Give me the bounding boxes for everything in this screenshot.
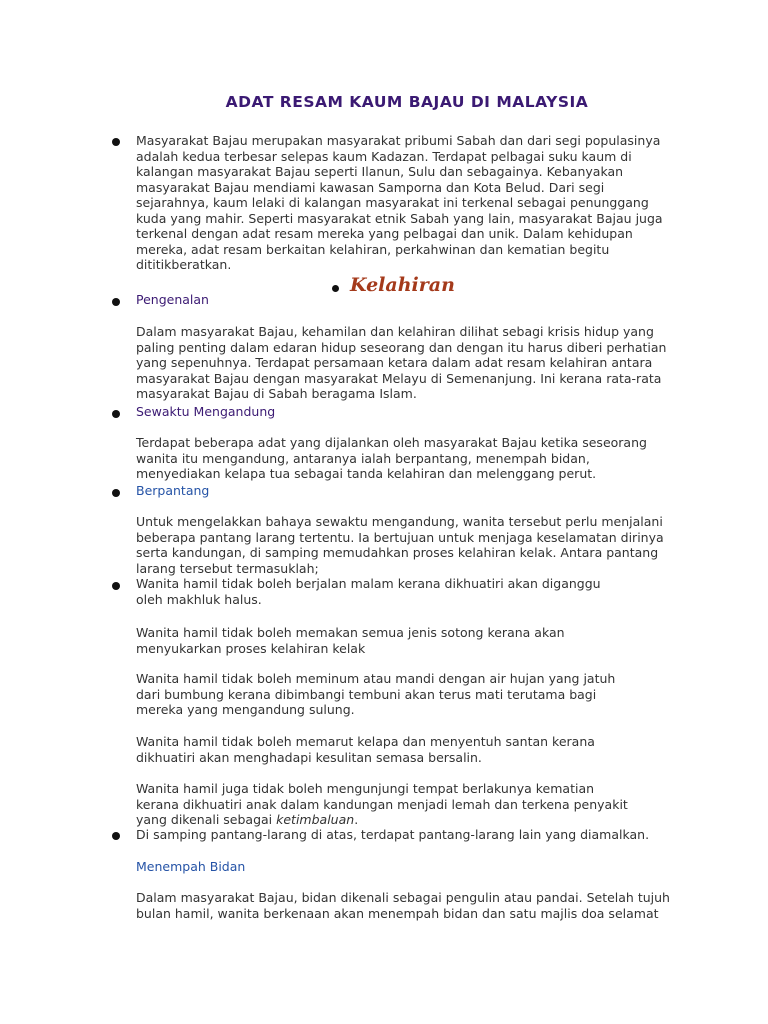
- pantang-item: Wanita hamil tidak boleh memarut kelapa dan menyentuh santan kerana dikhuatiri akan menghadapi kesulitan semasa bersalin.: [136, 734, 595, 765]
- bullet-icon: [112, 410, 120, 418]
- ketimbaluan-term: ketimbaluan: [276, 812, 355, 827]
- menempah-bidan-paragraph: Dalam masyarakat Bajau, bidan dikenali sebagai pengulin atau pandai. Setelah tujuh bulan hamil, wanita berkenaan akan menempah bidan dan satu majlis doa selamat: [136, 890, 670, 921]
- sewaktu-mengandung-paragraph: Terdapat beberapa adat yang dijalankan oleh masyarakat Bajau ketika seseorang wanita itu mengandung, antaranya ialah berpantang, menempah bidan, menyediakan kelapa tua sebagai tanda kelahiran dan melenggang perut.: [136, 435, 647, 481]
- kelahiran-heading: Kelahiran: [350, 274, 455, 296]
- bullet-icon: [112, 582, 120, 590]
- berpantang-heading: Berpantang: [136, 483, 210, 498]
- pantang-lain-paragraph: Di samping pantang-larang di atas, terdapat pantang-larang lain yang diamalkan.: [136, 827, 650, 842]
- bullet-icon: [112, 832, 120, 840]
- bullet-icon: [112, 138, 120, 146]
- bullet-icon: [332, 285, 339, 292]
- menempah-bidan-heading: Menempah Bidan: [136, 859, 246, 874]
- pantang-item-ketimbaluan: Wanita hamil juga tidak boleh mengunjungi tempat berlakunya kematian kerana dikhuatiri anak dalam kandungan menjadi lemah dan terkena penyakit yang dikenali sebagai ketimbaluan.: [136, 781, 628, 827]
- pantang-item: Wanita hamil tidak boleh memakan semua jenis sotong kerana akan menyukarkan proses kelahiran kelak: [136, 625, 565, 656]
- intro-paragraph: Masyarakat Bajau merupakan masyarakat pribumi Sabah dan dari segi populasinya adalah kedua terbesar selepas kaum Kadazan. Terdapat pelbagai suku kaum di kalangan masyarakat Bajau seperti Ilanun, Sulu dan sebagainya. Kebanyakan masyarakat Bajau mendiami kawasan Samporna dan Kota Belud. Dari segi sejarahnya, kaum lelaki di kalangan masyarakat ini terkenal sebagai penunggang kuda yang mahir. Seperti masyarakat etnik Sabah yang lain, masyarakat Bajau juga terkenal dengan adat resam mereka yang pelbagai dan unik. Dalam kehidupan mereka, adat resam berkaitan kelahiran, perkahwinan dan kematian begitu dititikberatkan.: [136, 133, 663, 272]
- pengenalan-heading: Pengenalan: [136, 292, 209, 307]
- pengenalan-paragraph: Dalam masyarakat Bajau, kehamilan dan kelahiran dilihat sebagi krisis hidup yang paling penting dalam edaran hidup seseorang dan dengan itu harus diberi perhatian yang sepenuhnya. Terdapat persamaan ketara dalam adat resam kelahiran antara masyarakat Bajau dengan masyarakat Melayu di Semenanjung. Ini kerana rata-rata masyarakat Bajau di Sabah beragama Islam.: [136, 324, 667, 401]
- bullet-icon: [112, 489, 120, 497]
- pantang-item: Wanita hamil tidak boleh meminum atau mandi dengan air hujan yang jatuh dari bumbung kerana dibimbangi tembuni akan terus mati terutama bagi mereka yang mengandung sulung.: [136, 671, 616, 717]
- page-title: ADAT RESAM KAUM BAJAU DI MALAYSIA: [225, 93, 589, 111]
- bullet-icon: [112, 298, 120, 306]
- pantang-item: Wanita hamil tidak boleh berjalan malam kerana dikhuatiri akan diganggu oleh makhluk halus.: [136, 576, 601, 607]
- sewaktu-mengandung-heading: Sewaktu Mengandung: [136, 404, 276, 419]
- berpantang-paragraph: Untuk mengelakkan bahaya sewaktu mengandung, wanita tersebut perlu menjalani beberapa pantang larang tertentu. Ia bertujuan untuk menjaga keselamatan dirinya serta kandungan, di samping memudahkan proses kelahiran kelak. Antara pantang larang tersebut termasuklah;: [136, 514, 664, 576]
